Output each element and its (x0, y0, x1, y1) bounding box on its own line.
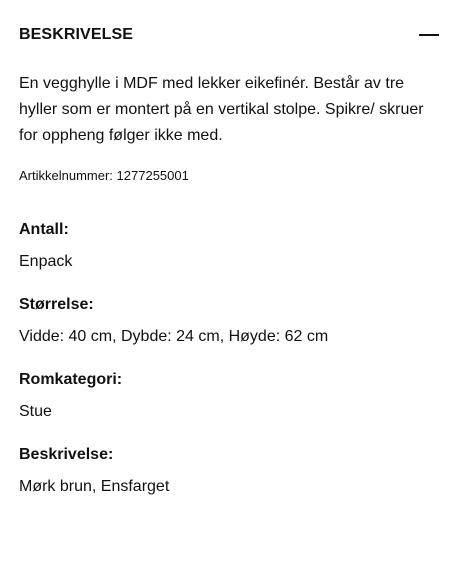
spec-list (19, 220, 437, 497)
product-description-text: En vegghylle i MDF med lekker eikefinér. Består av tre hyller som er montert på en vertikal stolpe. Spikre/ skruer for oppheng følger ikke med. (19, 75, 424, 144)
spec-item-quantity (19, 220, 437, 272)
spec-item-room-category (19, 370, 437, 422)
spec-value: Stue (19, 403, 52, 420)
minus-icon[interactable] (419, 25, 439, 45)
spec-item-description (19, 445, 437, 497)
spec-item-size (19, 295, 437, 347)
spec-value: Mørk brun, Ensfarget (19, 478, 170, 495)
spec-label: Beskrivelse: (19, 446, 114, 463)
spec-label: Antall: (19, 221, 69, 238)
article-number-value: 1277255001 (116, 168, 189, 183)
article-number-label: Artikkelnummer: (19, 168, 113, 183)
spec-label: Romkategori: (19, 371, 123, 388)
article-number (19, 166, 437, 186)
spec-value: Enpack (19, 253, 73, 270)
description-accordion-header[interactable] (19, 0, 437, 70)
spec-label: Størrelse: (19, 296, 94, 313)
spec-value: Vidde: 40 cm, Dybde: 24 cm, Høyde: 62 cm (19, 328, 329, 345)
section-title: BESKRIVELSE (19, 26, 134, 43)
